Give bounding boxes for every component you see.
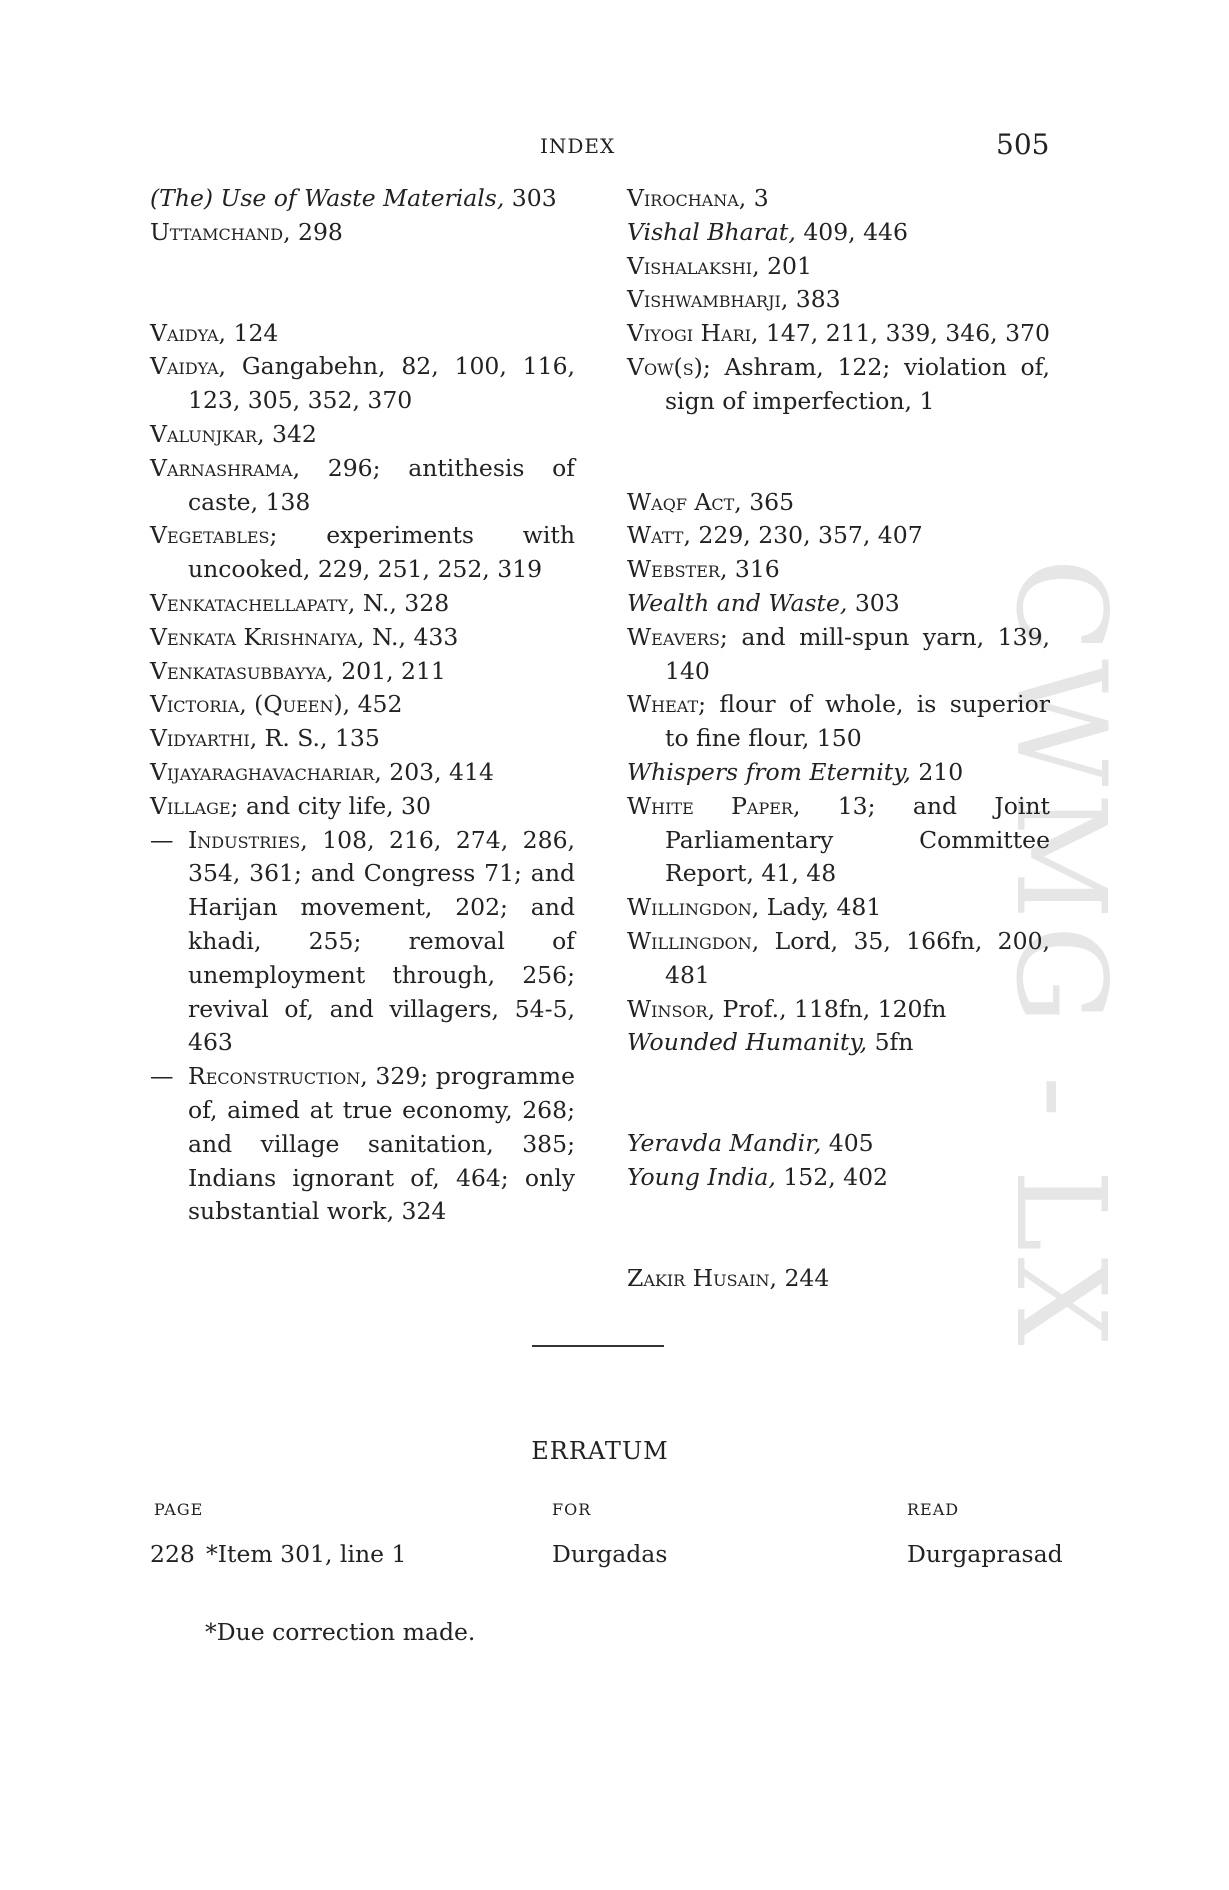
index-entry: Watt, 229, 230, 357, 407 [627, 521, 923, 550]
erratum-title: ERRATUM [531, 1437, 669, 1465]
index-entry: Whispers from Eternity, 210 [627, 757, 964, 786]
index-entry: Young India, 152, 402 [627, 1162, 888, 1191]
index-entry: Village; and city life, 30 [150, 791, 431, 820]
erratum-for-value: Durgadas [552, 1540, 668, 1568]
index-entry: Vijayaraghavachariar, 203, 414 [150, 757, 494, 786]
index-entry: Virochana, 3 [627, 184, 769, 212]
index-entry: Vaidya, Gangabehn, 82, 100, 116, 123, 305, 352, 370 [150, 352, 575, 415]
watermark: CWMG - LX [988, 558, 1132, 1352]
index-entry: Vaidya, 124 [150, 318, 279, 347]
index-entry: Uttamchand, 298 [150, 217, 343, 246]
index-entry: Vishalakshi, 201 [627, 251, 812, 280]
index-left-column [150, 182, 575, 1229]
index-entry: Winsor, Prof., 118fn, 120fn [627, 994, 947, 1023]
erratum-item-value: *Item 301, line 1 [206, 1540, 407, 1568]
index-entry: Willingdon, Lady, 481 [627, 893, 882, 922]
index-entry: Victoria, (Queen), 452 [150, 690, 403, 719]
index-entry: Willingdon, Lord, 35, 166fn, 200, 481 [627, 926, 1050, 989]
section-divider [532, 1345, 664, 1347]
index-entry: Vidyarthi, R. S., 135 [150, 724, 380, 753]
index-entry: Vishal Bharat, 409, 446 [627, 217, 908, 246]
index-subentry: — Industries, 108, 216, 274, 286, 354, 361; and Congress 71; and Harijan movement, 202; and khadi, 255; removal of unemployment through, 256; revival of, and villagers, 54-5, 463 [150, 825, 575, 1057]
erratum-page-value: 228 [150, 1540, 195, 1568]
index-entry: White Paper, 13; and Joint Parliamentary Committee Report, 41, 48 [627, 791, 1051, 888]
index-entry: Weavers; and mill-spun yarn, 139, 140 [627, 622, 1050, 685]
index-subentry: — Reconstruction, 329; programme of, aimed at true economy, 268; and village sanitation, 385; Indians ignorant of, 464; only substantial work, 324 [150, 1062, 575, 1226]
index-entry: (The) Use of Waste Materials, 303 [150, 184, 557, 212]
index-entry: Zakir Husain, 244 [627, 1263, 830, 1292]
index-entry: Varnashrama, 296; antithesis of caste, 138 [150, 453, 575, 516]
index-entry: Yeravda Mandir, 405 [627, 1129, 874, 1158]
erratum-col-for: FOR [552, 1500, 592, 1519]
index-entry: Wheat; flour of whole, is superior to fine flour, 150 [627, 690, 1050, 753]
erratum-col-page: PAGE [154, 1500, 204, 1519]
index-entry: Venkatasubbayya, 201, 211 [150, 656, 446, 685]
erratum-col-read: READ [907, 1500, 960, 1519]
index-right-column [627, 182, 1050, 1296]
page-number: 505 [996, 128, 1050, 161]
index-entry: Venkatachellapaty, N., 328 [150, 588, 450, 617]
index-entry: Webster, 316 [627, 555, 780, 584]
index-entry: Vegetables; experiments with uncooked, 229, 251, 252, 319 [150, 521, 575, 584]
erratum-read-value: Durgaprasad [907, 1540, 1063, 1568]
index-entry: Wealth and Waste, 303 [627, 588, 900, 617]
index-entry: Waqf Act, 365 [627, 487, 795, 516]
index-entry: Vishwambharji, 383 [627, 285, 841, 314]
index-entry: Venkata Krishnaiya, N., 433 [150, 622, 459, 651]
index-entry: Valunjkar, 342 [150, 419, 317, 448]
index-entry: Wounded Humanity, 5fn [627, 1028, 914, 1057]
running-title: INDEX [540, 134, 616, 158]
index-entry: Vow(s); Ashram, 122; violation of, sign of imperfection, 1 [627, 352, 1050, 415]
erratum-footnote: *Due correction made. [205, 1618, 476, 1646]
index-entry: Viyogi Hari, 147, 211, 339, 346, 370 [627, 319, 1050, 348]
